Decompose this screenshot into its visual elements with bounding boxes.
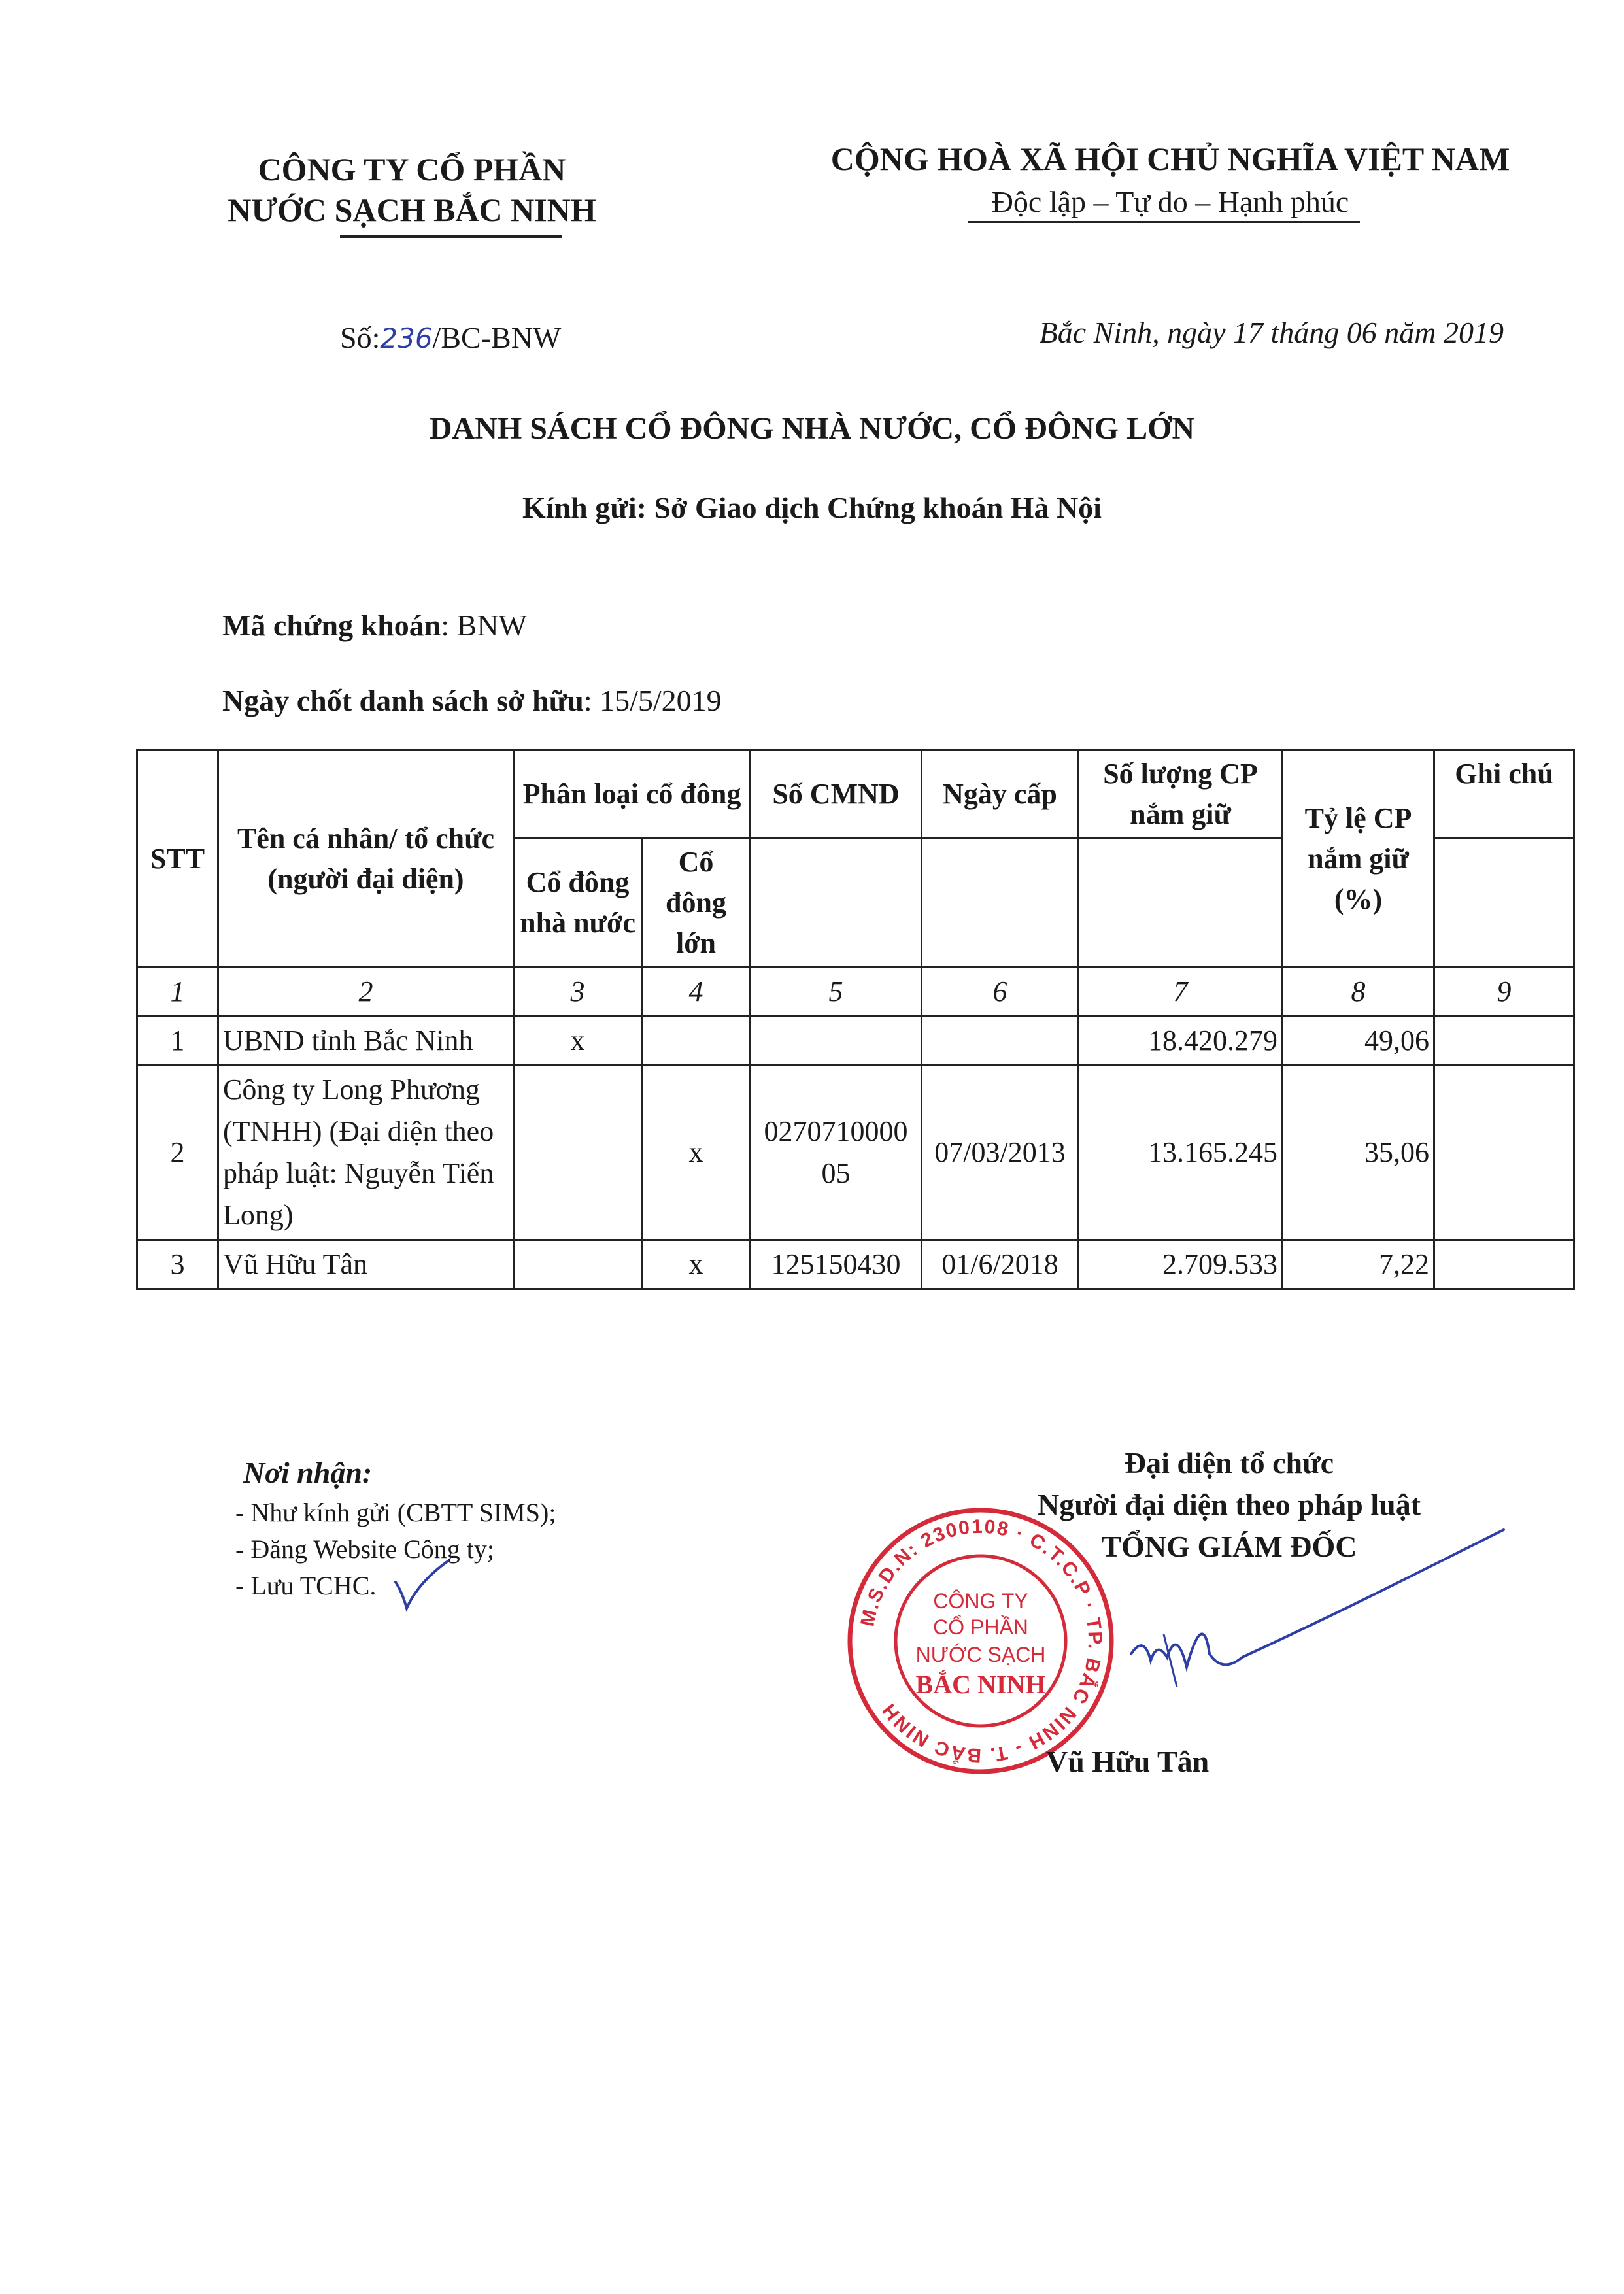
row-issue-date [922, 1017, 1079, 1066]
index-cell: 2 [218, 968, 514, 1017]
header-note: Ghi chú [1434, 751, 1574, 839]
header-blank-cell [751, 839, 922, 968]
document-recipient: Kính gửi: Sở Giao dịch Chứng khoán Hà Nội [522, 491, 1102, 524]
row-note [1434, 1240, 1574, 1289]
header-shares: Số lượng CP nắm giữ [1079, 751, 1283, 839]
header-issue-date: Ngày cấp [922, 751, 1079, 839]
row-state-mark: x [514, 1017, 642, 1066]
document-dateline: Bắc Ninh, ngày 17 tháng 06 năm 2019 [1039, 316, 1504, 349]
company-seal-icon [843, 1504, 1118, 1778]
handwritten-check-icon [392, 1556, 451, 1615]
row-major-mark: x [642, 1066, 751, 1240]
table-row [137, 1240, 1574, 1289]
seal-center-line: CÔNG TY [933, 1589, 1028, 1613]
row-shares: 18.420.279 [1079, 1017, 1283, 1066]
company-name [196, 149, 628, 230]
index-cell: 6 [922, 968, 1079, 1017]
svg-text:M.S.D.N: 2300108 · C.T.C.P · T [856, 1516, 1106, 1766]
company-name-line2: NƯỚC SẠCH BẮC NINH [228, 192, 596, 228]
stock-code-label: Mã chứng khoán [222, 609, 441, 642]
seal-center-line: NƯỚC SẠCH [915, 1643, 1046, 1666]
index-cell: 8 [1283, 968, 1434, 1017]
header-stt: STT [137, 751, 218, 968]
row-ratio: 35,06 [1283, 1066, 1434, 1240]
row-state-mark [514, 1066, 642, 1240]
recipient-item: - Đăng Website Công ty; [235, 1534, 494, 1564]
signer-name: Vũ Hữu Tân [1046, 1745, 1210, 1778]
document-number-suffix: /BC-BNW [432, 321, 562, 354]
seal-ring-text: M.S.D.N: 2300108 · C.T.C.P · TP. BẮC NINH - T. BẮC NINH [856, 1515, 1106, 1766]
signature-line-position: TỔNG GIÁM ĐỐC [1101, 1530, 1357, 1563]
seal-center-line: CỔ PHẦN [933, 1615, 1028, 1639]
table-row [137, 1017, 1574, 1066]
national-motto: Độc lập – Tự do – Hạnh phúc [991, 185, 1349, 218]
record-date-value: : 15/5/2019 [583, 684, 722, 717]
row-id-number: 125150430 [751, 1240, 922, 1289]
national-title: CỘNG HOÀ XÃ HỘI CHỦ NGHĨA VIỆT NAM [830, 141, 1510, 177]
row-issue-date: 07/03/2013 [922, 1066, 1079, 1240]
company-underline [340, 235, 562, 238]
index-cell: 9 [1434, 968, 1574, 1017]
header-blank-cell [1434, 839, 1574, 968]
record-date-label: Ngày chốt danh sách sở hữu [222, 684, 584, 717]
row-name: Vũ Hữu Tân [218, 1240, 514, 1289]
recipient-item: - Lưu TCHC. [235, 1571, 377, 1600]
stock-code-field [222, 608, 527, 643]
record-date-field [222, 683, 722, 718]
row-name: UBND tỉnh Bắc Ninh [218, 1017, 514, 1066]
recipient-item: - Như kính gửi (CBTT SIMS); [235, 1498, 556, 1527]
seal-center-line: BẮC NINH [915, 1670, 1046, 1699]
index-cell: 1 [137, 968, 218, 1017]
motto-underline [968, 221, 1360, 223]
column-index-row [137, 968, 1574, 1017]
shareholder-table [136, 749, 1575, 1290]
index-cell: 4 [642, 968, 751, 1017]
document-number [340, 320, 561, 355]
row-state-mark [514, 1240, 642, 1289]
header-name: Tên cá nhân/ tổ chức (người đại diện) [218, 751, 514, 968]
header-state-shareholder: Cổ đông nhà nước [514, 839, 642, 968]
row-issue-date: 01/6/2018 [922, 1240, 1079, 1289]
header-major-shareholder: Cổ đông lớn [642, 839, 751, 968]
document-number-prefix: Số: [340, 321, 381, 354]
row-major-mark: x [642, 1240, 751, 1289]
row-note [1434, 1017, 1574, 1066]
row-stt: 3 [137, 1240, 218, 1289]
row-stt: 2 [137, 1066, 218, 1240]
header-blank-cell [922, 839, 1079, 968]
header-blank-cell [1079, 839, 1283, 968]
document-title: DANH SÁCH CỔ ĐÔNG NHÀ NƯỚC, CỔ ĐÔNG LỚN [429, 411, 1195, 446]
recipients-title: Nơi nhận: [243, 1456, 373, 1489]
table-row [137, 1066, 1574, 1240]
signature-line-org: Đại diện tổ chức [1124, 1446, 1334, 1479]
row-ratio: 7,22 [1283, 1240, 1434, 1289]
row-shares: 2.709.533 [1079, 1240, 1283, 1289]
index-cell: 7 [1079, 968, 1283, 1017]
row-id-number: 0270710000 05 [751, 1066, 922, 1240]
index-cell: 5 [751, 968, 922, 1017]
row-major-mark [642, 1017, 751, 1066]
row-ratio: 49,06 [1283, 1017, 1434, 1066]
document-number-handwritten: 236 [380, 322, 433, 354]
row-name: Công ty Long Phương (TNHH) (Đại diện theo pháp luật: Nguyễn Tiến Long) [218, 1066, 514, 1240]
company-name-line1: CÔNG TY CỔ PHẦN [258, 151, 566, 188]
signature-line-legal-rep: Người đại diện theo pháp luật [1037, 1488, 1421, 1521]
row-stt: 1 [137, 1017, 218, 1066]
index-cell: 3 [514, 968, 642, 1017]
header-classification: Phân loại cổ đông [514, 751, 751, 839]
row-id-number [751, 1017, 922, 1066]
header-ratio: Tỷ lệ CP nắm giữ (%) [1283, 751, 1434, 968]
stock-code-value: : BNW [441, 609, 527, 642]
row-note [1434, 1066, 1574, 1240]
header-id-number: Số CMND [751, 751, 922, 839]
row-shares: 13.165.245 [1079, 1066, 1283, 1240]
